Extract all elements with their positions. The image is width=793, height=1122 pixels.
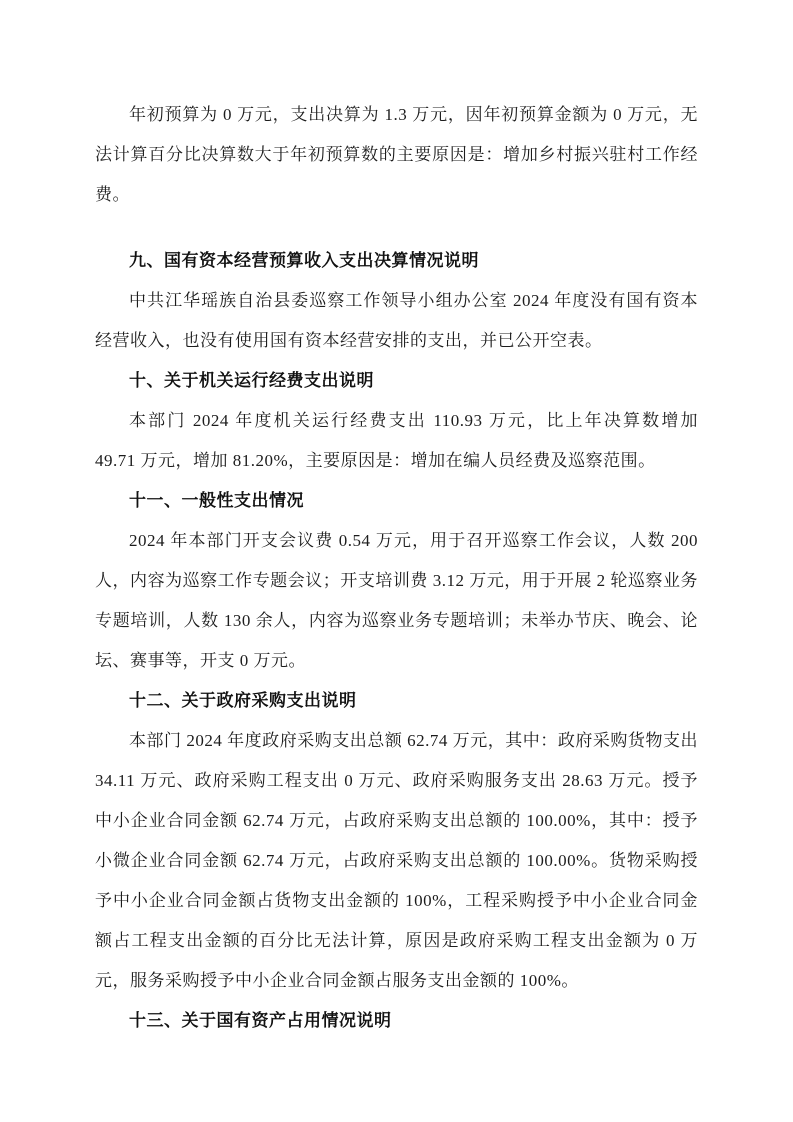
- paragraph-operating-expense: 本部门 2024 年度机关运行经费支出 110.93 万元，比上年决算数增加 49.71 万元，增加 81.20%，主要原因是：增加在编人员经费及巡察范围。: [95, 411, 698, 470]
- paragraph-general-expense: 2024 年本部门开支会议费 0.54 万元，用于召开巡察工作会议，人数 200 人，内容为巡察工作专题会议；开支培训费 3.12 万元，用于开展 2 轮巡察业务专题培训，人数 130 余人，内容为巡察业务专题培训；未举办节庆、晚会、论坛、赛事等，开支 0 万元。: [95, 531, 698, 670]
- section-heading-13-state-assets: 十三、关于国有资产占用情况说明: [129, 1011, 392, 1030]
- section-heading-9-state-capital: 九、国有资本经营预算收入支出决算情况说明: [129, 251, 479, 270]
- section-heading-10-operating-expense: 十、关于机关运行经费支出说明: [129, 371, 374, 390]
- section-heading-12-procurement: 十二、关于政府采购支出说明: [129, 691, 357, 710]
- section-heading-11-general-expense: 十一、一般性支出情况: [129, 491, 304, 510]
- paragraph-state-capital: 中共江华瑶族自治县委巡察工作领导小组办公室 2024 年度没有国有资本经营收入，也没有使用国有资本经营安排的支出，并已公开空表。: [95, 291, 698, 350]
- paragraph-procurement: 本部门 2024 年度政府采购支出总额 62.74 万元，其中：政府采购货物支出 34.11 万元、政府采购工程支出 0 万元、政府采购服务支出 28.63 万元。授予中小企业合同金额 62.74 万元，占政府采购支出总额的 100.00%，其中：授予小微企业合同金额 62.74 万元，占政府采购支出总额的 100.00%。货物采购授予中小企业合同金额占货物支出金额的 100%，工程采购授予中小企业合同金额占工程支出金额的百分比无法计算，原因是政府采购工程支出金额为 0 万元，服务采购授予中小企业合同金额占服务支出金额的 100%。: [95, 731, 698, 990]
- paragraph-budget-note: 年初预算为 0 万元，支出决算为 1.3 万元，因年初预算金额为 0 万元，无法计算百分比决算数大于年初预算数的主要原因是：增加乡村振兴驻村工作经费。: [95, 105, 698, 204]
